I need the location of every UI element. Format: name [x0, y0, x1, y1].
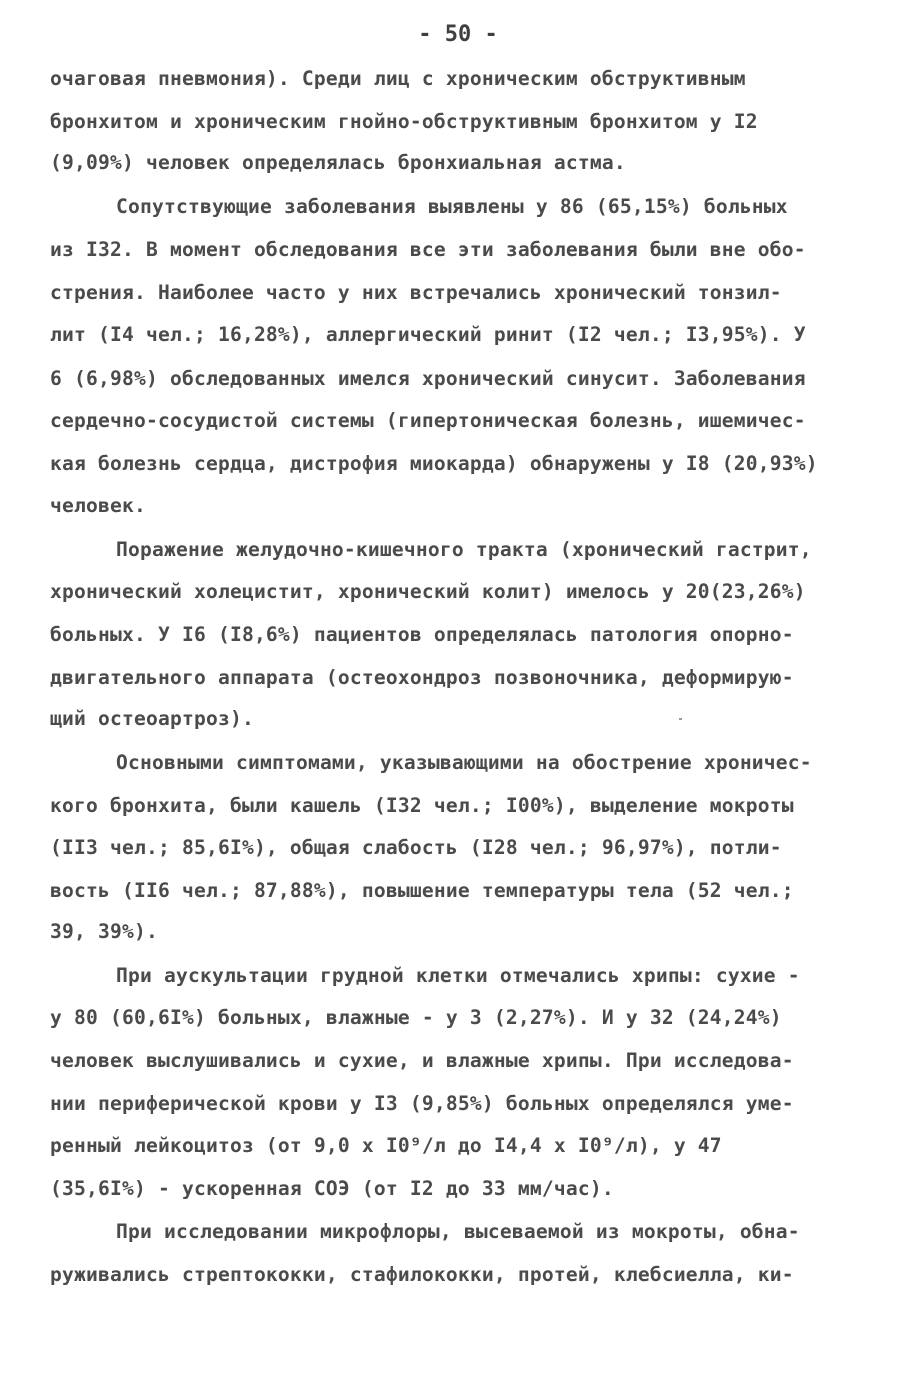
text-line: человек выслушивались и сухие, и влажные хрипы. При исследова-	[50, 1049, 794, 1072]
text-line: 6 (6,98%) обследованных имелся хронический синусит. Заболевания	[50, 367, 806, 390]
text-line: из I32. В момент обследования все эти заболевания были вне обо-	[50, 238, 806, 261]
text-line: лит (I4 чел.; 16,28%), аллергический ринит (I2 чел.; I3,95%). У	[50, 323, 806, 346]
stray-ink-mark	[679, 718, 682, 720]
paragraph-first-line: При исследовании микрофлоры, высеваемой из мокроты, обна-	[116, 1220, 800, 1243]
text-line: нии периферической крови у I3 (9,85%) больных определялся уме-	[50, 1092, 794, 1115]
text-line: (9,09%) человек определялась бронхиальная астма.	[50, 151, 626, 174]
text-line: больных. У I6 (I8,6%) пациентов определялась патология опорно-	[50, 623, 794, 646]
text-line: стрения. Наиболее часто у них встречались хронический тонзил-	[50, 281, 782, 304]
text-line: очаговая пневмония). Среди лиц с хроническим обструктивным	[50, 67, 746, 90]
text-line: хронический холецистит, хронический колит) имелось у 20(23,26%)	[50, 580, 806, 603]
page-number: - 50 -	[418, 22, 498, 47]
paragraph-first-line: Сопутствующие заболевания выявлены у 86 (65,15%) больных	[116, 195, 788, 218]
paragraph-first-line: Поражение желудочно-кишечного тракта (хронический гастрит,	[116, 538, 812, 561]
text-line: у 80 (60,6I%) больных, влажные - у 3 (2,27%). И у 32 (24,24%)	[50, 1006, 782, 1029]
text-line: сердечно-сосудистой системы (гипертоническая болезнь, ишемичес-	[50, 409, 806, 432]
text-line: бронхитом и хроническим гнойно-обструктивным бронхитом у I2	[50, 110, 758, 133]
text-line: кая болезнь сердца, дистрофия миокарда) обнаружены у I8 (20,93%)	[50, 452, 818, 475]
text-line: 39, 39%).	[50, 920, 158, 943]
text-line: руживались стрептококки, стафилококки, протей, клебсиелла, ки-	[50, 1263, 794, 1286]
paragraph-first-line: Основными симптомами, указывающими на обострение хроничес-	[116, 751, 812, 774]
text-line: щий остеоартроз).	[50, 707, 254, 730]
text-line: двигательного аппарата (остеохондроз позвоночника, деформирую-	[50, 666, 794, 689]
text-line: (35,6I%) - ускоренная СОЭ (от I2 до 33 мм/час).	[50, 1177, 614, 1200]
text-line: человек.	[50, 494, 146, 517]
text-line: (II3 чел.; 85,6I%), общая слабость (I28 чел.; 96,97%), потли-	[50, 836, 782, 859]
text-line: ренный лейкоцитоз (от 9,0 х I0⁹/л до I4,4 х I0⁹/л), у 47	[50, 1134, 722, 1157]
paragraph-first-line: При аускультации грудной клетки отмечались хрипы: сухие -	[116, 964, 800, 987]
text-line: кого бронхита, были кашель (I32 чел.; I00%), выделение мокроты	[50, 794, 794, 817]
text-line: вость (II6 чел.; 87,88%), повышение температуры тела (52 чел.;	[50, 879, 794, 902]
